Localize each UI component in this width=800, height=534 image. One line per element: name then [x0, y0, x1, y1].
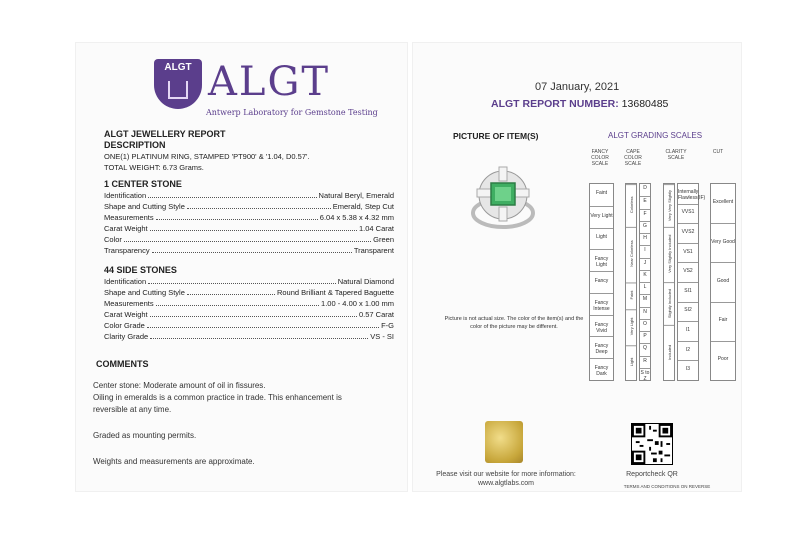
cape-color-cell: D [643, 185, 647, 192]
cape-color-cell: R [640, 356, 650, 368]
cape-color-cell: M [640, 294, 650, 306]
side-stone-row: Clarity Grade VS - SI [104, 332, 394, 341]
cape-color-cell: K [640, 270, 650, 282]
report-number: 13680485 [621, 98, 669, 110]
center-stone-row: Identification Natural Beryl, Emerald [104, 191, 394, 200]
cut-cell: Poor [711, 341, 735, 380]
comment-line: Weights and measurements are approximate. [93, 457, 255, 466]
logo-wordmark: ALGT [208, 59, 331, 105]
description-line: TOTAL WEIGHT: 6.73 Grams. [104, 163, 204, 172]
clarity-group-cell: Very Very Slightly [664, 184, 674, 227]
cape-color-cell: P [640, 331, 650, 343]
clarity-cell: SI1 [678, 282, 698, 302]
website-link[interactable]: www.algtlabs.com [477, 480, 535, 487]
algt-gold-seal [485, 421, 523, 463]
cut-cell: Fair [711, 302, 735, 341]
fancy-color-cell: Fancy Intense [590, 293, 613, 315]
center-stone-row: Shape and Cutting Style Emerald, Step Cut [104, 202, 394, 211]
cape-color-cell: F [640, 209, 650, 221]
logo-subtitle: Antwerp Laboratory for Gemstone Testing [206, 108, 378, 117]
clarity-cell: VVS2 [678, 223, 698, 243]
qr-code-icon[interactable] [631, 423, 673, 465]
cut-header: CUT [712, 149, 724, 155]
cape-color-cell: Q [640, 343, 650, 355]
fancy-color-scale [589, 183, 614, 381]
fancy-color-cell: Fancy Light [590, 249, 613, 271]
cape-group-cell: Near Colorless [626, 227, 636, 282]
cape-color-header: CAPE COLOR SCALE [624, 149, 642, 167]
comments-heading: COMMENTS [96, 359, 149, 369]
cape-color-cell: L [640, 282, 650, 294]
clarity-cell: I1 [678, 321, 698, 341]
comment-line: Center stone: Moderate amount of oil in fissures. [93, 381, 266, 390]
center-stone-row: Carat Weight 1.04 Carat [104, 224, 394, 233]
comment-line: reversible at any time. [93, 405, 172, 414]
cape-color-cell: O [640, 319, 650, 331]
clarity-cell: VS1 [678, 243, 698, 263]
cape-color-cell: I [640, 245, 650, 257]
center-stone-row: Measurements 6.04 x 5.38 x 4.32 mm [104, 213, 394, 222]
cut-cell: Very Good [711, 223, 735, 262]
clarity-cell: SI2 [678, 302, 698, 322]
report-front-page [75, 42, 408, 492]
cut-cell: Good [711, 262, 735, 301]
center-stone-row: Color Green [104, 235, 394, 244]
clarity-cell: Internally Flawless(IF) [678, 188, 706, 201]
clarity-scale [677, 183, 706, 381]
terms-note: TERMS AND CONDITIONS ON REVERSE [623, 484, 711, 489]
fancy-color-cell: Very Light [590, 206, 613, 228]
fancy-color-cell: Fancy Deep [590, 336, 613, 358]
grading-heading: ALGT GRADING SCALES [608, 131, 703, 140]
side-stone-row: Measurements 1.00 - 4.00 x 1.00 mm [104, 299, 394, 308]
fancy-color-cell: Fancy [590, 271, 613, 293]
ring-photo [463, 155, 543, 235]
description-heading: DESCRIPTION [104, 140, 166, 150]
cape-group-cell: Colorless [626, 184, 636, 227]
report-title: ALGT JEWELLERY REPORT [104, 129, 226, 139]
logo-mini-text: ALGT [164, 62, 192, 73]
center-stone-row: Transparency Transparent [104, 246, 394, 255]
side-stones-heading: 44 SIDE STONES [104, 265, 177, 275]
cape-group-cell: Faint [626, 282, 636, 309]
clarity-group-cell: Included [664, 325, 674, 380]
castle-icon [168, 81, 188, 99]
comment-line: Graded as mounting permits. [93, 431, 197, 440]
cape-group-cell: Light [626, 345, 636, 380]
cut-scale [710, 183, 736, 381]
description-line: ONE(1) PLATINUM RING, STAMPED 'PT900' & '1.04, D0.57'. [104, 152, 310, 161]
side-stone-row: Color Grade F-G [104, 321, 394, 330]
fancy-color-cell: Faint [595, 189, 608, 196]
cut-cell: Excellent [712, 198, 734, 205]
clarity-cell: I3 [678, 360, 698, 380]
fancy-color-cell: Light [590, 228, 613, 250]
clarity-group-cell: Slightly Included [664, 282, 674, 325]
website-text: Please visit our website for more information: [436, 471, 576, 478]
report-back-page [412, 42, 742, 492]
cape-color-cell: E [640, 196, 650, 208]
cape-color-cell: N [640, 307, 650, 319]
side-stone-row: Shape and Cutting Style Round Brilliant & Tapered Baguette [104, 288, 394, 297]
cape-color-cell: J [640, 258, 650, 270]
report-date: 07 January, 2021 [535, 81, 620, 93]
fancy-color-cell: Fancy Vivid [590, 315, 613, 337]
report-number-label: ALGT REPORT NUMBER: [491, 98, 619, 110]
cape-color-cell: S to Z [640, 368, 650, 380]
report-number-line [491, 98, 668, 110]
fancy-color-header: FANCY COLOR SCALE [591, 149, 609, 167]
clarity-header: CLARITY SCALE [665, 149, 687, 161]
cape-color-cell: G [640, 221, 650, 233]
cape-color-scale [639, 183, 651, 381]
clarity-cell: VS2 [678, 262, 698, 282]
algt-shield-logo [154, 59, 202, 109]
center-stone-heading: 1 CENTER STONE [104, 179, 182, 189]
clarity-group-scale [663, 183, 675, 381]
reportcheck-qr-label: Reportcheck QR [626, 471, 678, 478]
comment-line: Oiling in emeralds is a common practice in trade. This enhancement is [93, 393, 342, 402]
picture-disclaimer: Picture is not actual size. The color of the item(s) and the color of the picture may be different. [444, 316, 584, 330]
side-stone-row: Identification Natural Diamond [104, 277, 394, 286]
cape-color-cell: H [640, 233, 650, 245]
clarity-group-cell: Very Slightly Included [664, 227, 674, 282]
cape-group-cell: Very Light [626, 309, 636, 344]
clarity-cell: VVS1 [678, 204, 698, 224]
picture-heading: PICTURE OF ITEM(S) [453, 131, 539, 141]
cape-group-scale [625, 183, 637, 381]
clarity-cell: I2 [678, 341, 698, 361]
side-stone-row: Carat Weight 0.57 Carat [104, 310, 394, 319]
fancy-color-cell: Fancy Dark [590, 358, 613, 380]
